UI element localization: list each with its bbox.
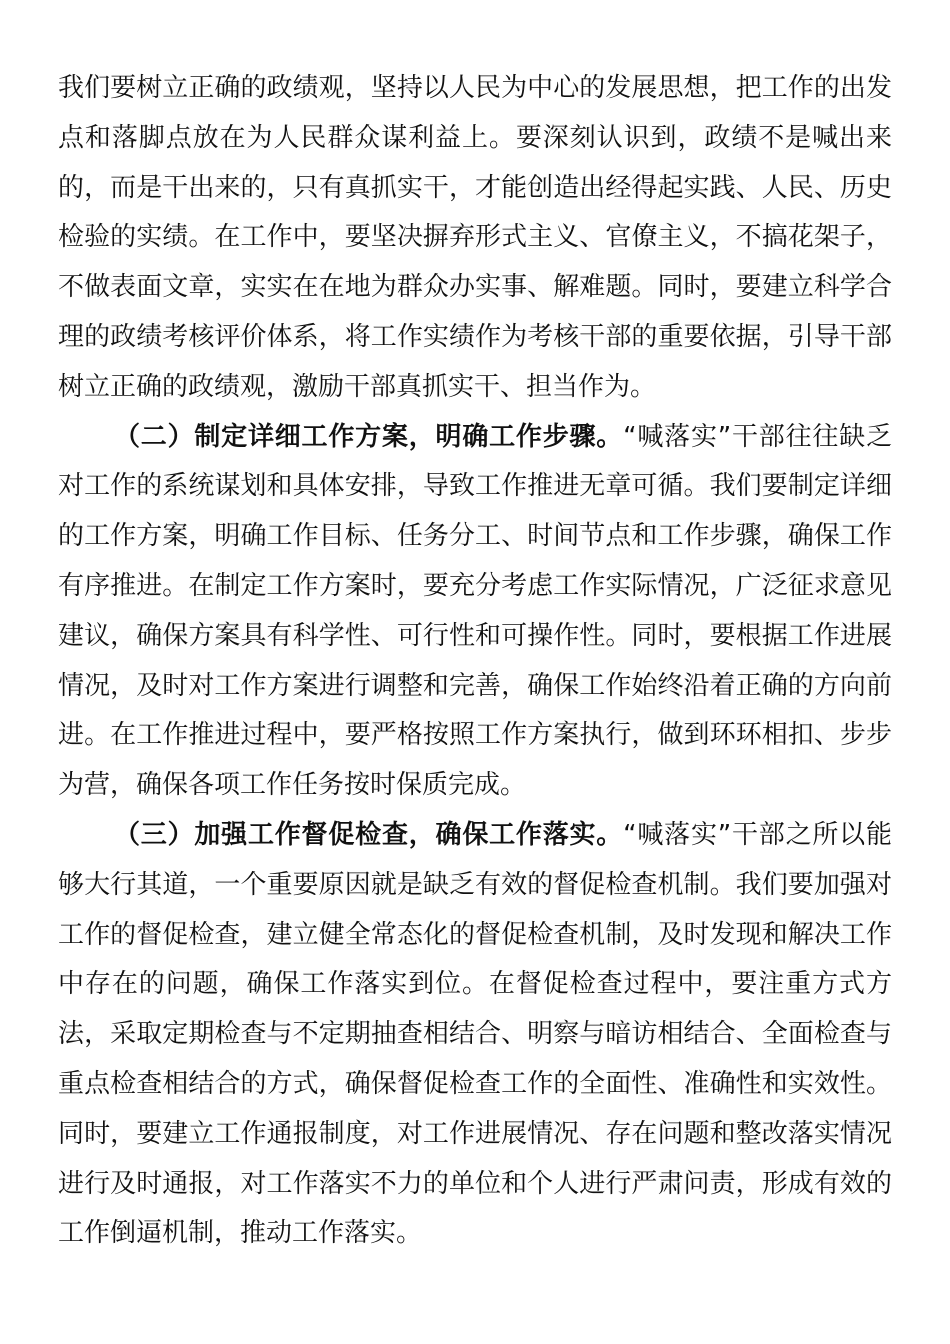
paragraph-text: 我们要树立正确的政绩观，坚持以人民为中心的发展思想，把工作的出发点和落脚点放在为人民群众谋利益上。要深刻认识到，政绩不是喊出来的，而是干出来的，只有真抓实干，才能创造出经得起实践、人民、历史检验的实绩。在工作中，要坚决摒弃形式主义、官僚主义，不搞花架子，不做表面文章，实实在在地为群众办实事、解难题。同时，要建立科学合理的政绩考核评价体系，将工作实绩作为考核干部的重要依据，引导干部树立正确的政绩观，激励干部真抓实干、担当作为。 [58, 73, 892, 402]
paragraph-continuation [58, 64, 892, 413]
document-page [58, 64, 892, 1259]
section-heading: （三）加强工作督促检查，确保工作落实。 [114, 819, 624, 850]
section-heading: （二）制定详细工作方案，明确工作步骤。 [114, 421, 624, 452]
paragraph-section-3 [58, 811, 892, 1259]
paragraph-section-2 [58, 413, 892, 811]
paragraph-text: “喊落实”干部往往缺乏对工作的系统谋划和具体安排，导致工作推进无章可循。我们要制定详细的工作方案，明确工作目标、任务分工、时间节点和工作步骤，确保工作有序推进。在制定工作方案时，要充分考虑工作实际情况，广泛征求意见建议，确保方案具有科学性、可行性和可操作性。同时，要根据工作进展情况，及时对工作方案进行调整和完善，确保工作始终沿着正确的方向前进。在工作推进过程中，要严格按照工作方案执行，做到环环相扣、步步为营，确保各项工作任务按时保质完成。 [58, 421, 892, 801]
paragraph-text: “喊落实”干部之所以能够大行其道，一个重要原因就是缺乏有效的督促检查机制。我们要加强对工作的督促检查，建立健全常态化的督促检查机制，及时发现和解决工作中存在的问题，确保工作落实到位。在督促检查过程中，要注重方式方法，采取定期检查与不定期抽查相结合、明察与暗访相结合、全面检查与重点检查相结合的方式，确保督促检查工作的全面性、准确性和实效性。同时，要建立工作通报制度，对工作进展情况、存在问题和整改落实情况进行及时通报，对工作落实不力的单位和个人进行严肃问责，形成有效的工作倒逼机制，推动工作落实。 [58, 819, 892, 1249]
